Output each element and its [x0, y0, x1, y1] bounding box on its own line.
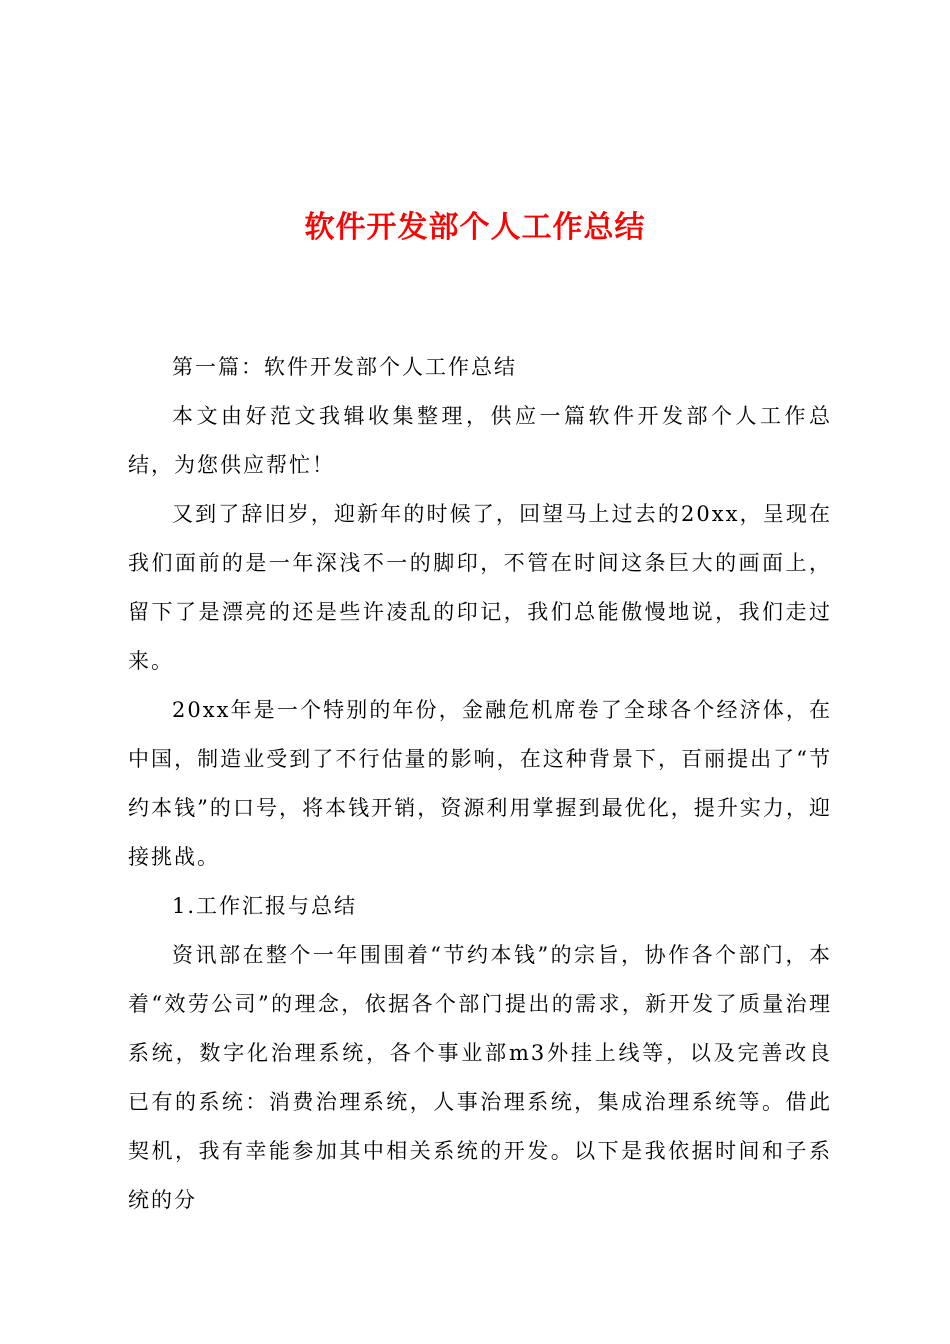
document-body: [128, 343, 832, 1225]
document-title: 软件开发部个人工作总结: [304, 210, 646, 245]
body-paragraph-financial-crisis: 20xx年是一个特别的年份，金融危机席卷了全球各个经济体，在中国，制造业受到了不行估量的影响，在这种背景下，百丽提出了“节约本钱”的口号，将本钱开销，资源利用掌握到最优化，提升实力，迎接挑战。: [128, 698, 832, 869]
section-heading-part-one: 第一篇：软件开发部个人工作总结: [172, 355, 517, 379]
section-heading-work-report: 1.工作汇报与总结: [172, 894, 358, 918]
body-paragraph-new-year: 又到了辞旧岁，迎新年的时候了，回望马上过去的20xx，呈现在我们面前的是一年深浅不一的脚印，不管在时间这条巨大的画面上，留下了是漂亮的还是些许凌乱的印记，我们总能傲慢地说，我们走过来。: [128, 502, 832, 673]
intro-paragraph: 本文由好范文我辑收集整理，供应一篇软件开发部个人工作总结，为您供应帮忙！: [128, 404, 832, 477]
body-paragraph-it-department: 资讯部在整个一年围围着“节约本钱”的宗旨，协作各个部门，本着“效劳公司”的理念，依据各个部门提出的需求，新开发了质量治理系统，数字化治理系统，各个事业部m3外挂上线等，以及完善改良已有的系统：消费治理系统，人事治理系统，集成治理系统等。借此契机，我有幸能参加其中相关系统的开发。以下是我依据时间和子系统的分: [128, 943, 832, 1212]
